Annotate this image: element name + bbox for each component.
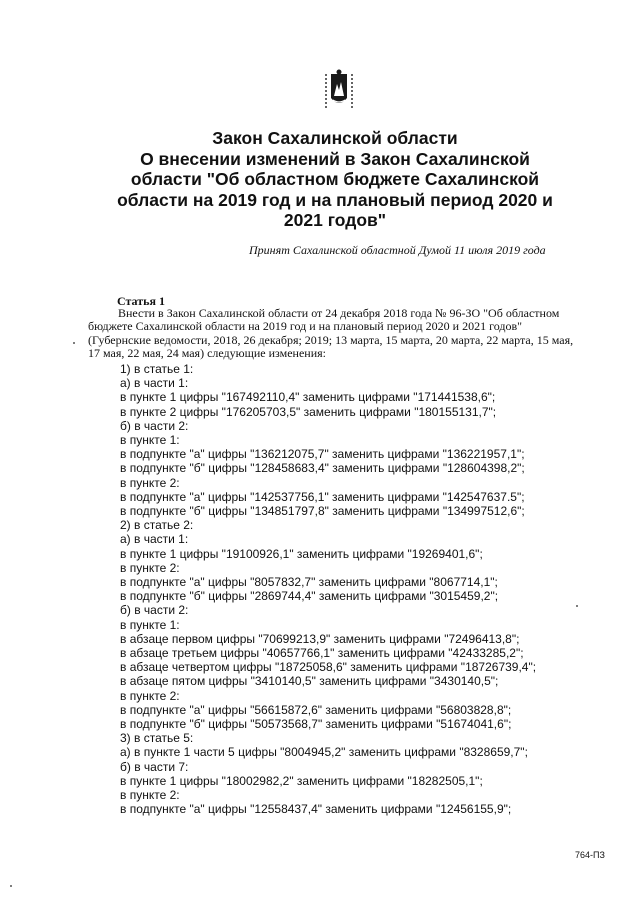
amendment-line: в подпункте "б" цифры "134851797,8" заменить цифрами "134997512,6";: [120, 504, 525, 519]
article-heading: Статья 1: [117, 294, 165, 308]
amendment-line: а) в части 1:: [120, 532, 189, 547]
amendment-line: б) в части 7:: [120, 759, 189, 774]
amendment-line: в подпункте "а" цифры "12558437,4" заменить цифрами "12456155,9";: [120, 802, 512, 817]
title-line: области "Об областном бюджете Сахалинской: [130, 169, 540, 189]
amendment-line: в подпункте "б" цифры "50573568,7" заменить цифрами "51674041,6";: [120, 717, 512, 732]
coat-of-arms-icon: [322, 68, 356, 112]
amendment-line: б) в части 2:: [120, 418, 189, 433]
amendment-line: в пункте 1 цифры "19100926,1" заменить цифрами "19269401,6";: [120, 546, 483, 561]
title-line: 2021 годов": [283, 210, 387, 230]
intro-line: Внести в Закон Сахалинской области от 24 декабря 2018 года № 96-ЗО "Об областном: [118, 306, 560, 320]
amendment-line: 2) в статье 2:: [120, 518, 194, 533]
title-line: О внесении изменений в Закон Сахалинской: [140, 148, 530, 169]
amendment-line: в подпункте "б" цифры "128458683,4" заменить цифрами "128604398,2";: [120, 461, 525, 476]
amendment-line: в подпункте "а" цифры "142537756,1" заменить цифрами "142547637.5";: [120, 489, 525, 504]
amendment-line: в абзаце пятом цифры "3410140,5" заменить цифрами "3430140,5";: [120, 674, 499, 689]
scan-speck: [73, 342, 75, 344]
amendment-list: [120, 362, 536, 817]
amendment-line: в пункте 2 цифры "176205703,5" заменить цифрами "180155131,7";: [120, 404, 497, 419]
amendment-line: б) в части 2:: [120, 603, 189, 618]
intro-line: 17 мая, 22 мая, 24 мая) следующие изменения:: [88, 346, 326, 361]
amendment-line: в подпункте "а" цифры "136212075,7" заменить цифрами "136221957,1";: [120, 447, 525, 462]
amendment-line: в подпункте "б" цифры "2869744,4" заменить цифрами "3015459,2";: [120, 589, 499, 604]
amendment-line: в абзаце четвертом цифры "18725058,6" заменить цифрами "18726739,4";: [120, 660, 537, 675]
intro-line: бюджете Сахалинской области на 2019 год и на плановый период 2020 и 2021 годов": [88, 319, 523, 334]
amendment-line: в абзаце третьем цифры "40657766,1" заменить цифрами "42433285,2";: [120, 646, 524, 661]
amendment-line: в абзаце первом цифры "70699213,9" заменить цифрами "72496413,8";: [120, 631, 520, 646]
amendment-line: а) в пункте 1 части 5 цифры "8004945,2" заменить цифрами "8328659,7";: [120, 745, 528, 760]
amendment-line: в пункте 2:: [120, 560, 180, 575]
adoption-note: Принят Сахалинской областной Думой 11 июля 2019 года: [249, 243, 546, 257]
scan-speck: [10, 885, 12, 887]
scan-speck: [576, 605, 578, 607]
amendment-line: 3) в статье 5:: [120, 731, 194, 746]
document-code: 764-ПЗ: [575, 850, 605, 860]
amendment-line: в пункте 1:: [120, 617, 180, 632]
law-title: [100, 128, 570, 231]
amendment-line: в пункте 1:: [120, 433, 180, 448]
amendment-line: в пункте 1 цифры "18002982,2" заменить цифрами "18282505,1";: [120, 773, 483, 788]
title-line: области на 2019 год и на плановый период 2020 и: [117, 189, 553, 210]
amendment-line: в подпункте "а" цифры "8057832,7" заменить цифрами "8067714,1";: [120, 575, 498, 590]
amendment-line: в пункте 2:: [120, 688, 180, 703]
amendment-line: в пункте 1 цифры "167492110,4" заменить цифрами "171441538,6";: [120, 390, 496, 405]
amendment-line: в подпункте "а" цифры "56615872,6" заменить цифрами "56803828,8";: [120, 702, 512, 717]
title-line: Закон Сахалинской области: [212, 128, 458, 148]
amendment-line: 1) в статье 1:: [120, 362, 194, 376]
amendment-line: в пункте 2:: [120, 788, 180, 803]
article-intro: [88, 307, 603, 361]
intro-line: (Губернские ведомости, 2018, 26 декабря; 2019; 13 марта, 15 марта, 20 марта, 22 марта, 15 мая,: [88, 332, 574, 347]
amendment-line: а) в части 1:: [120, 376, 189, 391]
amendment-line: в пункте 2:: [120, 475, 180, 490]
